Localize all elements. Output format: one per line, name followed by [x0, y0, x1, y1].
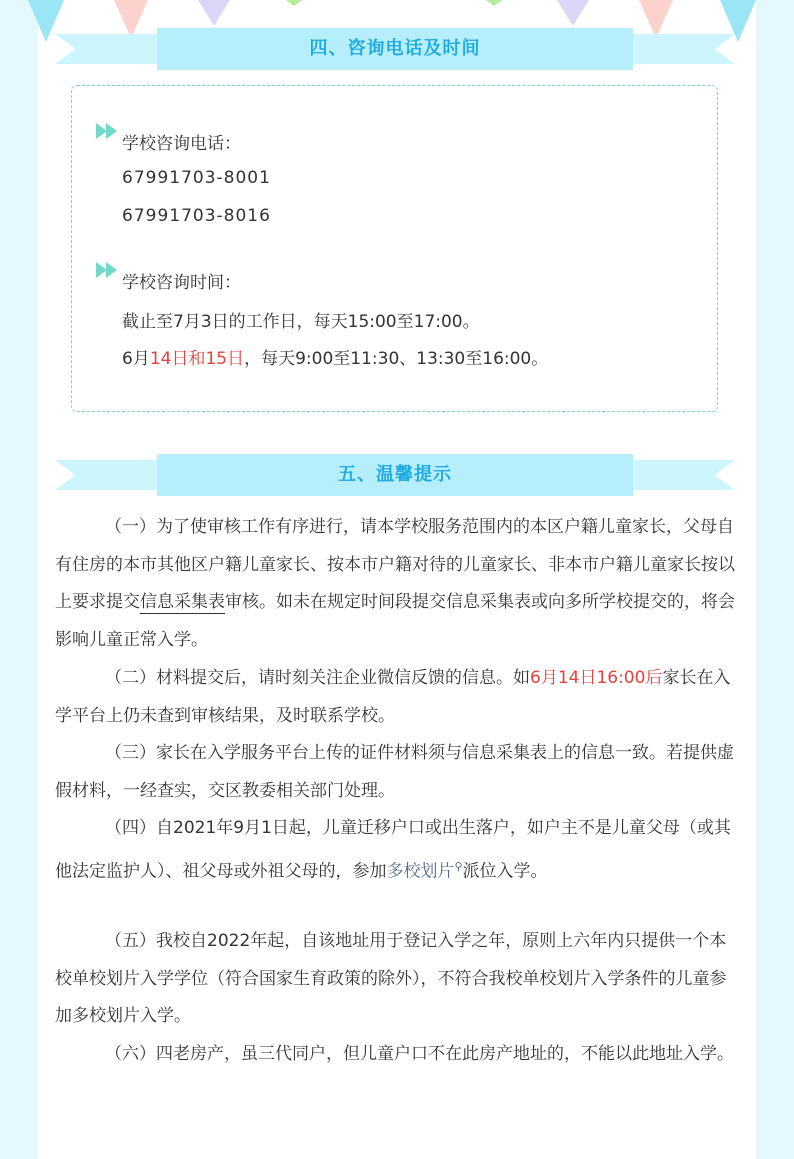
section-title: 五、温馨提示 — [338, 464, 452, 485]
bunting-flag-decoration — [557, 0, 589, 26]
highlight-dates: 14日和15日 — [149, 349, 245, 369]
double-arrow-icon — [106, 123, 117, 139]
consult-hours-special — [122, 344, 548, 369]
tip-text: 派位入学。 — [462, 861, 548, 882]
tip-paragraph: （六）四老房产，虽三代同户，但儿童户口不在此房产地址的，不能以此地址入学。 — [105, 1044, 734, 1064]
bunting-flag-decoration — [486, 0, 502, 6]
section-banner-contact — [55, 28, 735, 70]
tip-paragraph — [55, 660, 739, 735]
multi-school-zoning-link[interactable]: 多校划片 — [386, 861, 455, 882]
section-title: 四、咨询电话及时间 — [309, 38, 481, 59]
tip-paragraph — [55, 509, 739, 659]
search-icon[interactable]: ⚲ — [454, 859, 463, 873]
bunting-flag-decoration — [198, 0, 230, 26]
time-label: 学校咨询时间： — [122, 273, 241, 293]
double-arrow-icon — [106, 262, 117, 278]
bunting-flag-decoration — [286, 0, 302, 6]
phone-number[interactable]: 67991703-8016 — [122, 206, 271, 226]
section-banner-tips — [55, 454, 735, 496]
tip-text: （四）自2021年9月1日起，儿童迁移户口或出生落户，如户主不是儿童父母（或其他法定监护人）、祖父母或外祖父母的，参加 — [55, 818, 731, 882]
tip-text: 家长在入学平台上仍未查到审核结果，及时联系学校。 — [55, 668, 731, 726]
tip-paragraph: （五）我校自2022年起，自该地址用于登记入学之年，原则上六年内只提供一个本校单校划片入学学位（符合国家生育政策的除外），不符合我校单校划片入学条件的儿童参加多校划片入学。 — [55, 931, 727, 1027]
hours-text: ，每天9:00至11:30、13:30至16:00。 — [244, 349, 549, 369]
phone-number[interactable]: 67991703-8001 — [122, 168, 271, 188]
tip-text: （一）为了使审核工作有序进行，请本学校服务范围内的本区户籍儿童家长，父母自有住房的本市其他区户籍儿童家长、按本市户籍对待的儿童家长、非本市户籍儿童家长按以上要求提交 — [55, 517, 735, 613]
tip-paragraph — [55, 810, 739, 891]
date-prefix: 6月 — [122, 349, 150, 369]
tip-text: （二）材料提交后，请时刻关注企业微信反馈的信息。如 — [105, 668, 530, 688]
consult-hours-weekdays: 截止至7月3日的工作日，每天15:00至17:00。 — [122, 312, 480, 332]
tip-paragraph: （三）家长在入学服务平台上传的证件材料须与信息采集表上的信息一致。若提供虚假材料，一经查实，交区教委相关部门处理。 — [55, 743, 734, 801]
phone-label: 学校咨询电话： — [122, 134, 241, 154]
form-name-underlined: 信息采集表 — [140, 592, 225, 613]
deadline-highlight: 6月14日16:00后 — [530, 668, 663, 688]
tip-text: 审核。如未在规定时间段提交信息采集表或向多所学校提交的，将会影响儿童正常入学。 — [55, 592, 735, 650]
